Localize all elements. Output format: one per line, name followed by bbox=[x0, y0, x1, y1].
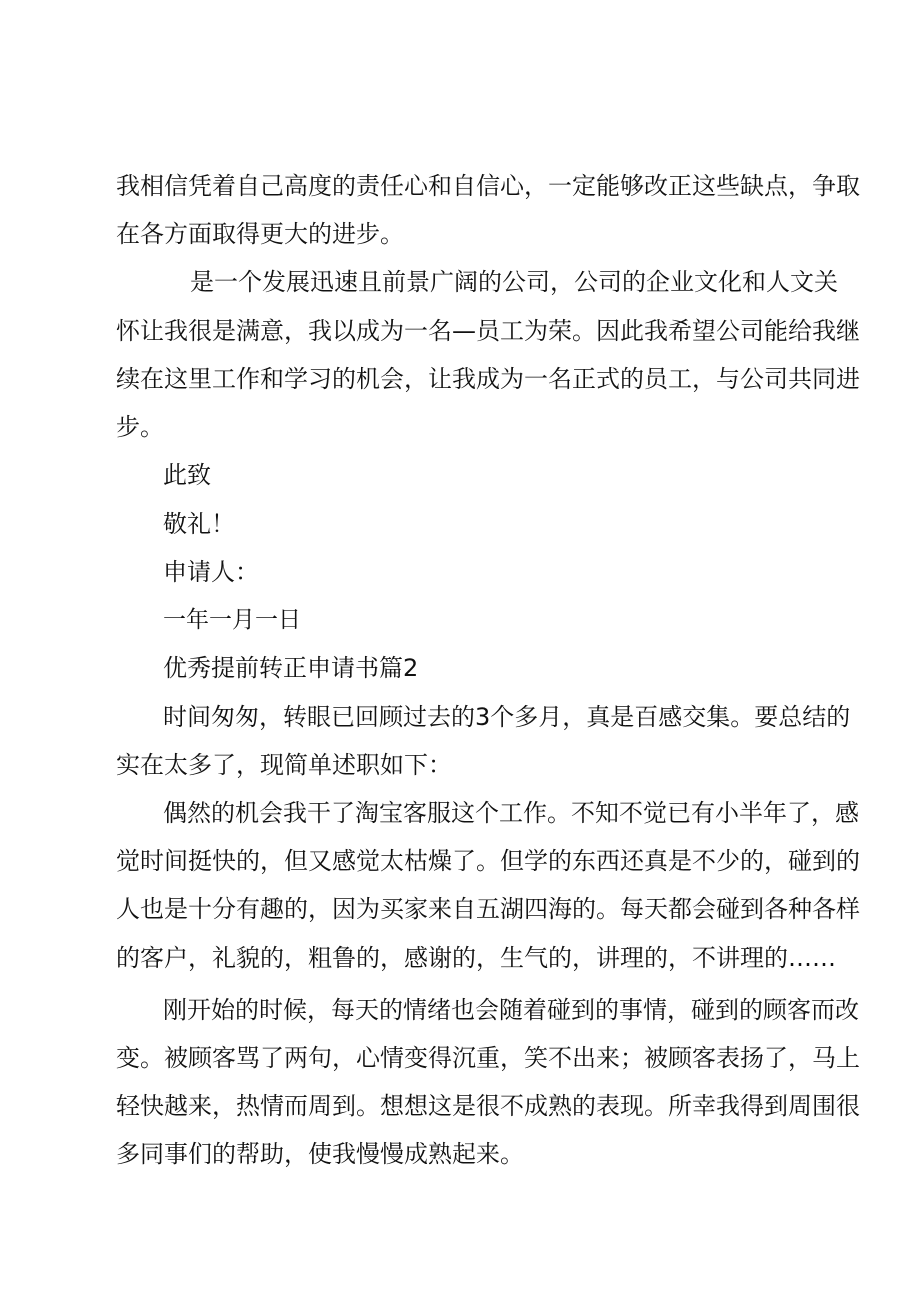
date-line: 一年一月一日 bbox=[163, 607, 301, 633]
paragraph-line-4: 怀让我很是满意，我以成为一名—员工为荣。因此我希望公司能给我继 bbox=[116, 317, 860, 345]
paragraph-line-15: 轻快越来，热情而周到。想想这是很不成熟的表现。所幸我得到周围很 bbox=[116, 1092, 860, 1120]
paragraph-line-14: 变。被顾客骂了两句，心情变得沉重，笑不出来；被顾客表扬了，马上 bbox=[116, 1044, 860, 1072]
paragraph-line-16: 多同事们的帮助，使我慢慢成熟起来。 bbox=[116, 1140, 524, 1168]
paragraph-line-12: 的客户，礼貌的，粗鲁的，感谢的，生气的，讲理的，不讲理的…… bbox=[116, 944, 836, 972]
paragraph-line-10: 觉时间挺快的，但又感觉太枯燥了。但学的东西还真是不少的，碰到的 bbox=[116, 847, 860, 875]
closing-salutation: 此致 bbox=[163, 461, 211, 489]
paragraph-line-3: 是一个发展迅速且前景广阔的公司，公司的企业文化和人文关 bbox=[190, 268, 838, 296]
section-title: 优秀提前转正申请书篇2 bbox=[163, 654, 419, 682]
paragraph-line-7: 时间匆匆，转眼已回顾过去的3个多月，真是百感交集。要总结的 bbox=[163, 703, 851, 731]
paragraph-line-8: 实在太多了，现简单述职如下： bbox=[116, 751, 452, 779]
paragraph-line-9: 偶然的机会我干了淘宝客服这个工作。不知不觉已有小半年了，感 bbox=[163, 799, 859, 827]
paragraph-line-11: 人也是十分有趣的，因为买家来自五湖四海的。每天都会碰到各种各样 bbox=[116, 895, 860, 923]
paragraph-line-13: 刚开始的时候，每天的情绪也会随着碰到的事情，碰到的顾客而改 bbox=[163, 996, 859, 1024]
paragraph-line-2: 在各方面取得更大的进步。 bbox=[116, 220, 404, 248]
paragraph-line-1: 我相信凭着自己高度的责任心和自信心，一定能够改正这些缺点，争取 bbox=[116, 172, 860, 200]
applicant-label: 申请人： bbox=[163, 558, 259, 586]
paragraph-line-5: 续在这里工作和学习的机会，让我成为一名正式的员工，与公司共同进 bbox=[116, 365, 860, 393]
paragraph-line-6: 步。 bbox=[116, 413, 164, 441]
closing-regards: 敬礼！ bbox=[163, 510, 235, 538]
